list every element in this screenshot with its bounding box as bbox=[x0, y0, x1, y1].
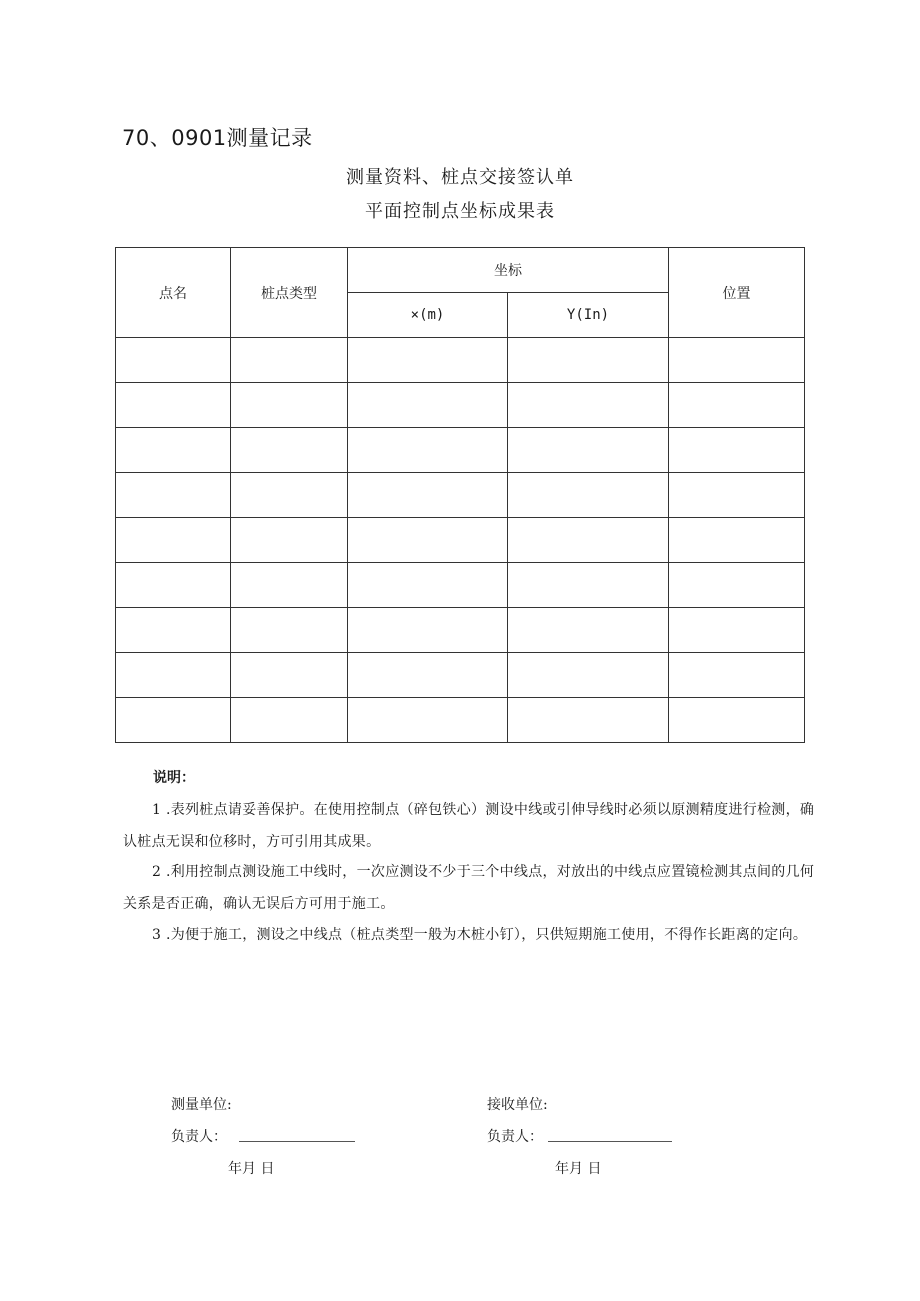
table-cell bbox=[669, 563, 805, 608]
table-cell bbox=[508, 338, 669, 383]
signature-line-left bbox=[239, 1141, 355, 1142]
table-cell bbox=[669, 473, 805, 518]
responsible-right-label: 负责人： bbox=[487, 1129, 543, 1145]
table-cell bbox=[348, 563, 508, 608]
table-cell bbox=[669, 518, 805, 563]
table-cell bbox=[508, 653, 669, 698]
table-cell bbox=[231, 428, 348, 473]
header-stake-type: 桩点类型 bbox=[231, 248, 348, 338]
table-cell bbox=[231, 563, 348, 608]
table-row bbox=[116, 518, 805, 563]
note-item: 3 .为便于施工，测设之中线点（桩点类型一般为木桩小钉），只供短期施工使用，不得作长距离的定向。 bbox=[152, 927, 808, 943]
table-cell bbox=[508, 698, 669, 743]
table-row bbox=[116, 653, 805, 698]
table-cell bbox=[231, 473, 348, 518]
header-y: Y(In) bbox=[508, 293, 669, 338]
table-row bbox=[116, 608, 805, 653]
table-cell bbox=[116, 428, 231, 473]
date-right: 年月 日 bbox=[555, 1161, 602, 1177]
notes-title: 说明： bbox=[153, 770, 195, 786]
table-row bbox=[116, 563, 805, 608]
coordinate-table bbox=[115, 247, 805, 743]
table-cell bbox=[669, 653, 805, 698]
survey-unit-label: 测量单位: bbox=[171, 1097, 232, 1113]
header-coordinate: 坐标 bbox=[348, 248, 669, 293]
header-x: ×(m) bbox=[348, 293, 508, 338]
table-row bbox=[116, 473, 805, 518]
table-cell bbox=[508, 608, 669, 653]
header-point-name: 点名 bbox=[116, 248, 231, 338]
table-cell bbox=[231, 698, 348, 743]
table-cell bbox=[231, 518, 348, 563]
table-cell bbox=[348, 473, 508, 518]
note-item: 1 .表列桩点请妥善保护。在使用控制点（碎包铁心）测设中线或引伸导线时必须以原测精度进行检测，确认桩点无误和位移时，方可引用其成果。 bbox=[123, 802, 815, 850]
table-cell bbox=[231, 608, 348, 653]
table-cell bbox=[669, 698, 805, 743]
table-cell bbox=[116, 383, 231, 428]
form-title: 测量资料、桩点交接签认单 bbox=[346, 167, 574, 188]
table-cell bbox=[231, 338, 348, 383]
table-cell bbox=[508, 383, 669, 428]
table-cell bbox=[116, 473, 231, 518]
receive-unit-label: 接收单位: bbox=[487, 1097, 548, 1113]
table-cell bbox=[231, 653, 348, 698]
table-cell bbox=[348, 383, 508, 428]
table-cell bbox=[669, 608, 805, 653]
header-location: 位置 bbox=[669, 248, 805, 338]
table-cell bbox=[116, 653, 231, 698]
table-row bbox=[116, 383, 805, 428]
table-cell bbox=[508, 518, 669, 563]
table-cell bbox=[348, 653, 508, 698]
note-item: 2 .利用控制点测设施工中线时，一次应测设不少于三个中线点，对放出的中线点应置镜检测其点间的几何关系是否正确，确认无误后方可用于施工。 bbox=[123, 864, 815, 912]
table-cell bbox=[348, 428, 508, 473]
table-cell bbox=[669, 338, 805, 383]
table-cell bbox=[116, 518, 231, 563]
table-cell bbox=[669, 428, 805, 473]
table-cell bbox=[116, 563, 231, 608]
table-cell bbox=[348, 518, 508, 563]
table-cell bbox=[348, 608, 508, 653]
table-cell bbox=[508, 563, 669, 608]
table-cell bbox=[116, 608, 231, 653]
table-cell bbox=[508, 428, 669, 473]
form-subtitle: 平面控制点坐标成果表 bbox=[365, 201, 555, 222]
table-row bbox=[116, 698, 805, 743]
table-cell bbox=[508, 473, 669, 518]
date-left: 年月 日 bbox=[228, 1161, 275, 1177]
table-cell bbox=[669, 383, 805, 428]
table-row bbox=[116, 428, 805, 473]
table-cell bbox=[116, 698, 231, 743]
responsible-left-label: 负责人： bbox=[171, 1129, 227, 1145]
table-cell bbox=[348, 338, 508, 383]
table-cell bbox=[231, 383, 348, 428]
table-cell bbox=[116, 338, 231, 383]
table-cell bbox=[348, 698, 508, 743]
signature-line-right bbox=[548, 1141, 672, 1142]
document-heading: 70、0901测量记录 bbox=[122, 126, 313, 150]
table-row bbox=[116, 338, 805, 383]
